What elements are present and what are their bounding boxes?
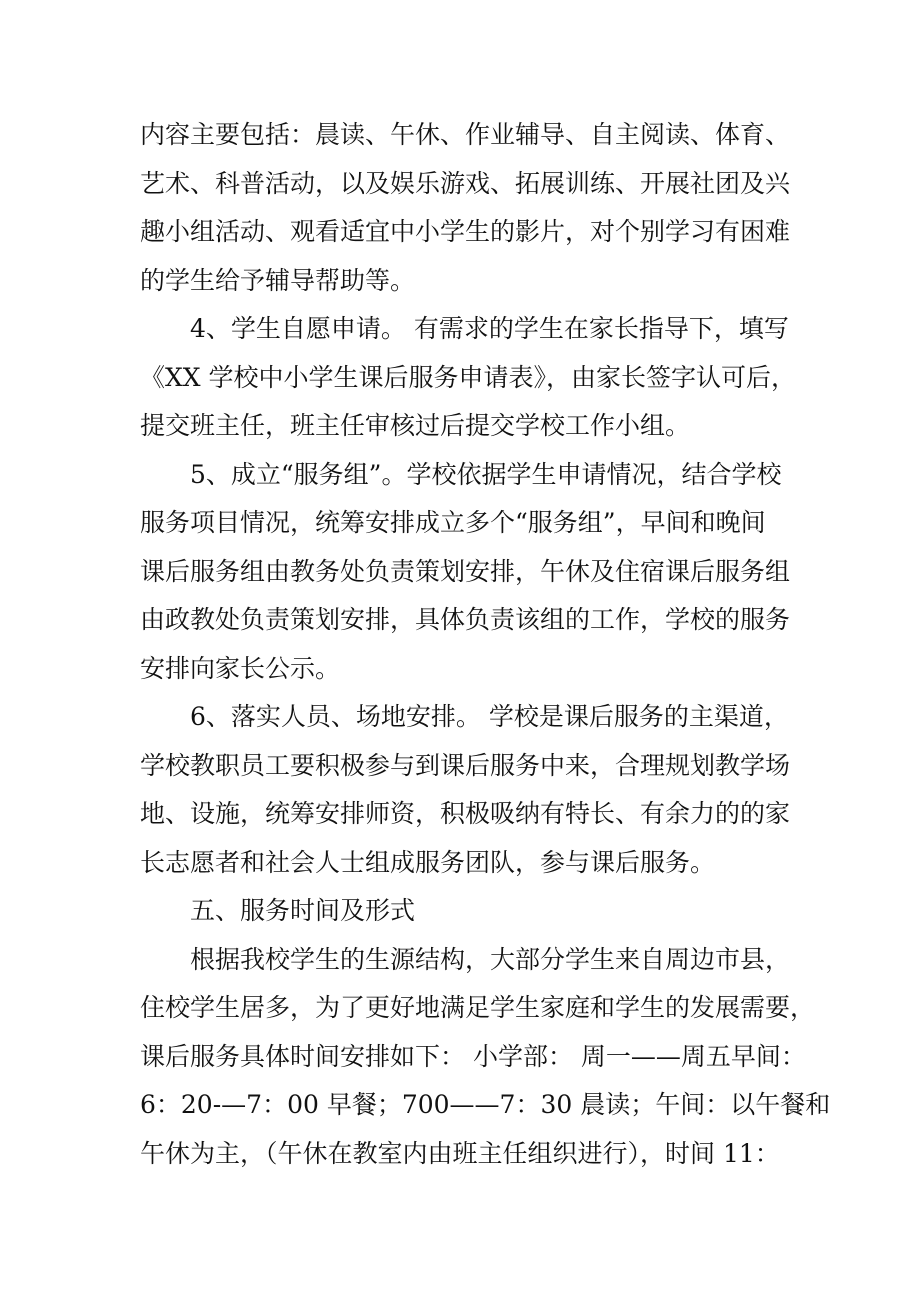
text-line: 提交班主任，班主任审核过后提交学校工作小组。 bbox=[140, 411, 691, 440]
text-line: 午休为主，（午休在教室内由班主任组织进行），时间 11： bbox=[140, 1138, 780, 1168]
text-line: 地、设施，统筹安排师资，积极吸纳有特长、有余力的的家 bbox=[140, 799, 791, 828]
text-line: 由政教处负责策划安排，具体负责该组的工作，学校的服务 bbox=[140, 605, 791, 634]
text-line: 6：20-—7：00 早餐；700——7：30 晨读；午间：以午餐和 bbox=[140, 1090, 831, 1119]
text-line: 住校学生居多，为了更好地满足学生家庭和学生的发展需要， bbox=[140, 993, 816, 1022]
text-line: 的学生给予辅导帮助等。 bbox=[140, 265, 416, 295]
text-line: 《XX 学校中小学生课后服务申请表》，由家长签字认可后， bbox=[140, 362, 797, 392]
text-line: 6、落实人员、场地安排。 学校是课后服务的主渠道， bbox=[190, 702, 789, 731]
text-line: 趣小组活动、观看适宜中小学生的影片，对个别学习有困难 bbox=[140, 217, 791, 246]
text-line: 服务项目情况，统筹安排成立多个“服务组”，早间和晚间 bbox=[140, 508, 766, 537]
text-line: 五、服务时间及形式 bbox=[190, 896, 416, 925]
text-line: 艺术、科普活动，以及娱乐游戏、拓展训练、开展社团及兴 bbox=[140, 168, 791, 198]
document-body bbox=[140, 111, 831, 1178]
text-line: 5、成立“服务组”。学校依据学生申请情况，结合学校 bbox=[190, 459, 782, 489]
text-line: 内容主要包括：晨读、午休、作业辅导、自主阅读、体育、 bbox=[140, 120, 791, 149]
text-line: 学校教职员工要积极参与到课后服务中来，合理规划教学场 bbox=[140, 750, 791, 780]
text-line: 根据我校学生的生源结构，大部分学生来自周边市县， bbox=[190, 944, 791, 974]
text-line: 4、学生自愿申请。 有需求的学生在家长指导下，填写 bbox=[190, 314, 789, 343]
text-line: 课后服务具体时间安排如下： 小学部： 周一——周五早间： bbox=[140, 1041, 806, 1071]
text-line: 安排向家长公示。 bbox=[140, 653, 341, 683]
text-line: 课后服务组由教务处负责策划安排，午休及住宿课后服务组 bbox=[140, 556, 791, 586]
text-line: 长志愿者和社会人士组成服务团队，参与课后服务。 bbox=[140, 847, 716, 877]
